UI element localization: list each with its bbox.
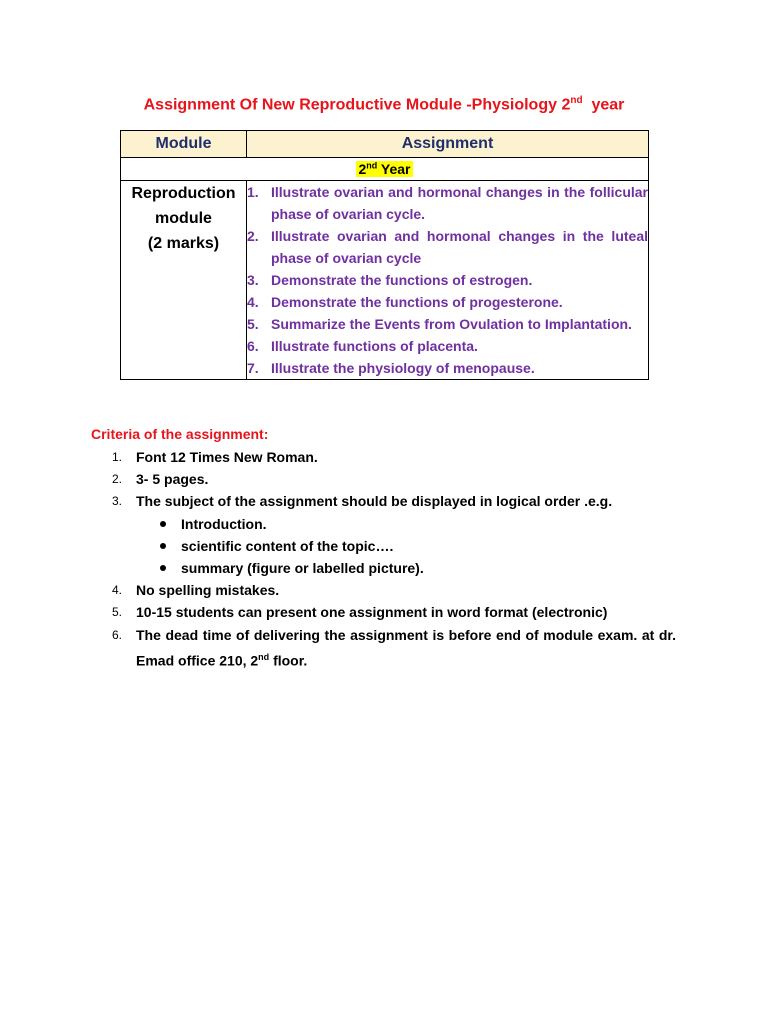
criteria-sub-item: summary (figure or labelled picture). [136,557,676,579]
criteria-item: 3. The subject of the assignment should be displayed in logical order .e.g. Introduction. scientific content of the topic…. summary (figure or labelled picture). [108,490,676,579]
task-list [247,181,648,379]
task-item: 1. Illustrate ovarian and hormonal changes in the follicular phase of ovarian cycle. [247,184,648,222]
criteria-item: 4. No spelling mistakes. [112,582,280,599]
title-main: Assignment Of New Reproductive Module -Physiology 2 [143,96,571,114]
assignment-table [120,130,649,380]
bullet-icon [160,543,166,549]
criteria-list [108,446,676,672]
page-title [0,95,768,114]
criteria-item: 2. 3- 5 pages. [112,471,209,488]
module-marks: (2 marks) [147,235,220,252]
task-item: 6. Illustrate functions of placenta. [247,338,478,354]
header-assignment: Assignment [247,131,649,158]
title-tail: year [591,96,625,114]
task-item: 4. Demonstrate the functions of progesterone. [247,294,563,310]
criteria-sub-item: Introduction. [136,513,676,535]
content-row [121,181,649,380]
module-name-line: Reproduction [131,185,236,202]
year-row [121,158,649,181]
table-header-row [121,131,649,158]
criteria-item: 1. Font 12 Times New Roman. [112,449,318,465]
task-item: 2. Illustrate ovarian and hormonal changes in the luteal phase of ovarian cycle [247,228,648,266]
criteria-sub-item: scientific content of the topic…. [136,535,676,557]
bullet-icon [160,565,166,571]
criteria-item: 6. The dead time of delivering the assignment is before end of module exam. at dr. Emad office 210, 2nd floor. [112,626,676,669]
criteria-item: 5. 10-15 students can present one assignment in word format (electronic) [112,604,608,621]
header-module: Module [121,131,247,158]
task-item: 3. Demonstrate the functions of estrogen. [247,272,533,288]
module-name-line: module [155,210,212,227]
year-label: 2nd Year [358,160,411,178]
module-cell [121,181,247,380]
task-item: 7. Illustrate the physiology of menopause. [247,360,535,376]
tasks-cell [247,181,649,380]
criteria-title: Criteria of the assignment: [91,426,269,442]
year-cell [121,158,649,181]
title-superscript: nd [570,95,583,106]
bullet-icon [160,521,166,527]
criteria-sub-list [136,513,676,580]
task-item: 5. Summarize the Events from Ovulation to Implantation. [247,316,632,332]
